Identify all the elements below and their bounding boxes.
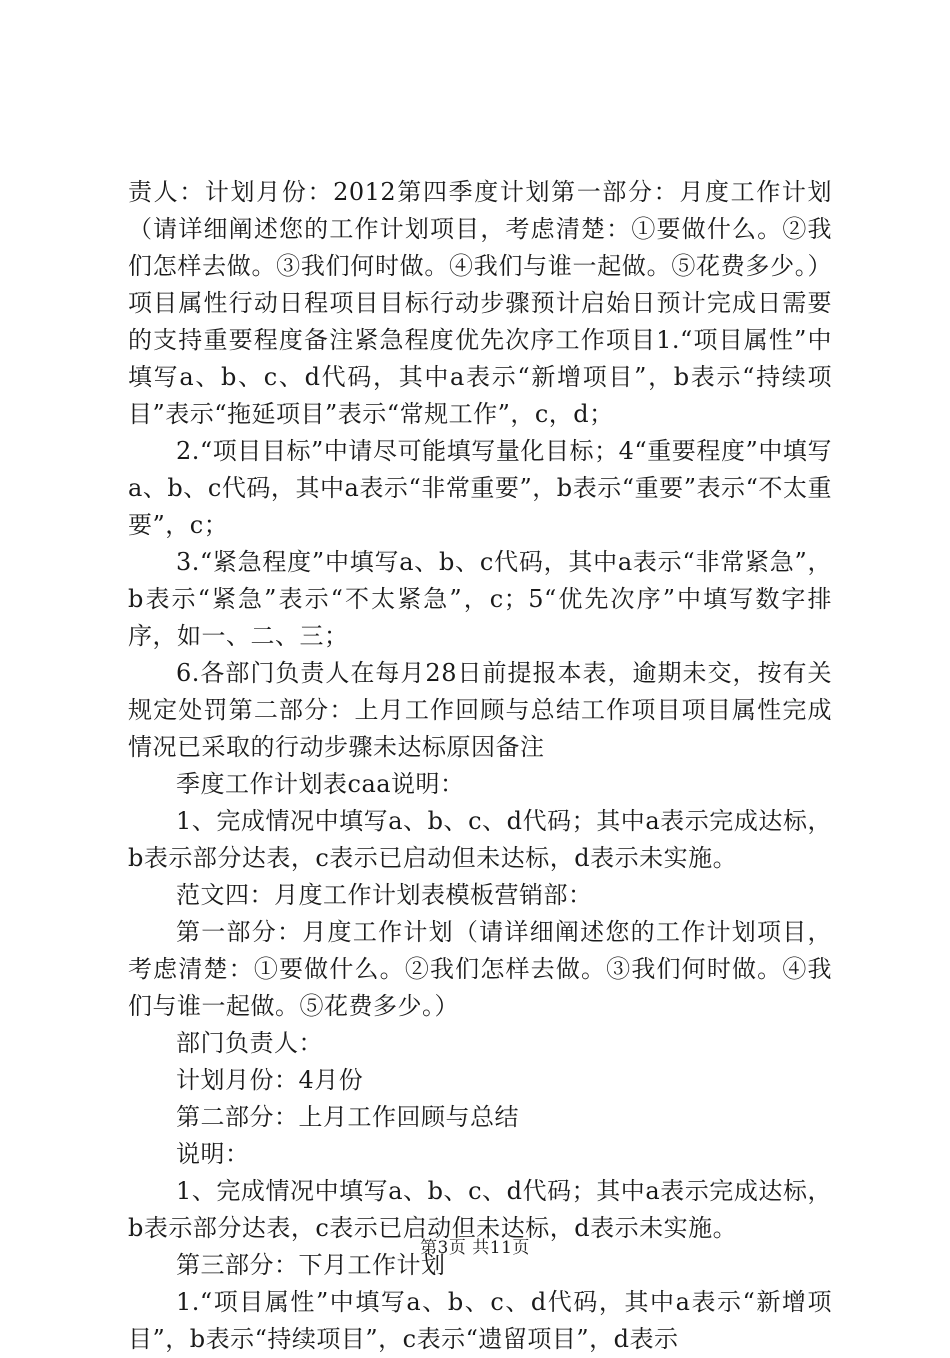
paragraph: 6.各部门负责人在每月28日前提报本表，逾期未交，按有关规定处罚第二部分：上月工作回顾与总结工作项目项目属性完成情况已采取的行动步骤未达标原因备注 (128, 659, 832, 761)
paragraph: 第二部分：上月工作回顾与总结 (176, 1103, 519, 1131)
paragraph: 1.“项目属性”中填写a、b、c、d代码，其中a表示“新增项目”，b表示“持续项目”，c表示“遗留项目”，d表示 (128, 1288, 832, 1353)
paragraph: 季度工作计划表caa说明： (176, 770, 465, 798)
paragraph: 第三部分：下月工作计划 (176, 1251, 446, 1279)
paragraph: 部门负责人： (176, 1029, 323, 1057)
paragraph: 范文四：月度工作计划表模板营销部： (176, 881, 593, 909)
paragraph: 2.“项目目标”中请尽可能填写量化目标；4“重要程度”中填写a、b、c代码，其中a表示“非常重要”，b表示“重要”表示“不太重要”，c； (128, 437, 832, 539)
page-number-footer: 第3页 共11页 (420, 1238, 530, 1258)
paragraph: 1、完成情况中填写a、b、c、d代码；其中a表示完成达标，b表示部分达表，c表示已启动但未达标，d表示未实施。 (128, 1177, 832, 1242)
paragraph: 1、完成情况中填写a、b、c、d代码；其中a表示完成达标，b表示部分达表，c表示已启动但未达标，d表示未实施。 (128, 807, 832, 872)
paragraph: 计划月份：4月份 (176, 1066, 364, 1094)
paragraph: 责人：计划月份：2012第四季度计划第一部分：月度工作计划（请详细阐述您的工作计划项目，考虑清楚：①要做什么。②我们怎样去做。③我们何时做。④我们与谁一起做。⑤花费多少。）项目属性行动日程项目目标行动步骤预计启始日预计完成日需要的支持重要程度备注紧急程度优先次序工作项目1.“项目属性”中填写a、b、c、d代码，其中a表示“新增项目”，b表示“持续项目”表示“拖延项目”表示“常规工作”，c，d； (128, 178, 832, 428)
paragraph: 第一部分：月度工作计划（请详细阐述您的工作计划项目，考虑清楚：①要做什么。②我们怎样去做。③我们何时做。④我们与谁一起做。⑤花费多少。） (128, 918, 832, 1020)
paragraph: 说明： (176, 1140, 250, 1168)
document-body (128, 174, 832, 1358)
paragraph: 3.“紧急程度”中填写a、b、c代码，其中a表示“非常紧急”，b表示“紧急”表示“不太紧急”，c；5“优先次序”中填写数字排序，如一、二、三； (128, 548, 832, 650)
